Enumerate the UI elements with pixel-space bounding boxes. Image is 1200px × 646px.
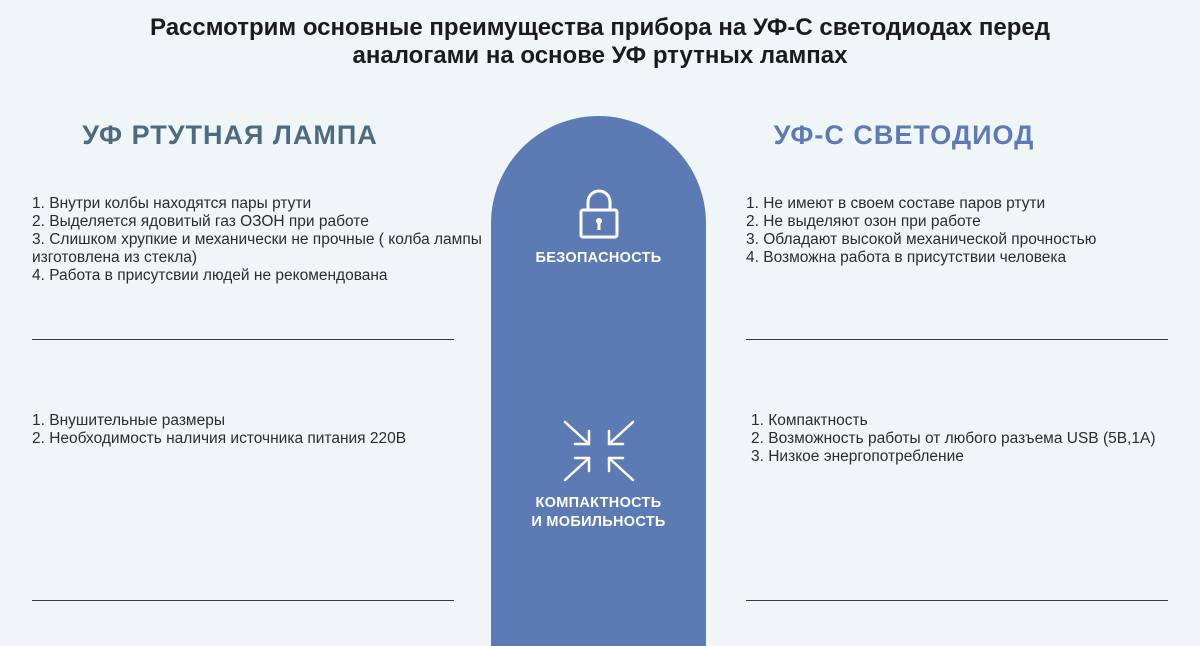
right-column-heading: УФ-С СВЕТОДИОД: [773, 120, 1035, 150]
list-item: 2. Возможность работы от любого разъема USB (5В,1А): [751, 430, 1156, 447]
list-item: 3. Обладают высокой механической прочностью: [746, 231, 1097, 248]
left-divider-bottom: [32, 600, 454, 601]
compact-label-line-1: КОМПАКТНОСТЬ: [535, 495, 662, 511]
left-divider-top: [32, 339, 454, 340]
right-safety-list: [746, 195, 1186, 267]
lock-icon: [578, 188, 620, 240]
left-safety-list: [32, 195, 492, 285]
list-item: 3. Слишком хрупкие и механически не прочные ( колба лампы изготовлена из стекла): [32, 231, 482, 266]
list-item: 1. Внушительные размеры: [32, 412, 225, 429]
list-item: 1. Компактность: [751, 412, 868, 429]
list-item: 4. Возможна работа в присутствии человека: [746, 249, 1067, 266]
compact-label: [491, 494, 706, 532]
list-item: 3. Низкое энергопотребление: [751, 448, 964, 465]
left-column-heading: УФ РТУТНАЯ ЛАМПА: [82, 120, 378, 150]
list-item: 1. Не имеют в своем составе паров ртути: [746, 195, 1046, 212]
list-item: 2. Не выделяют озон при работе: [746, 213, 981, 230]
page-title: [0, 14, 1200, 70]
compress-arrows-icon: [561, 418, 637, 484]
right-divider-top: [746, 339, 1168, 340]
right-compact-list: [751, 412, 1191, 466]
list-item: 4. Работа в присутсвии людей не рекомендована: [32, 267, 388, 284]
title-line-1: Рассмотрим основные преимущества прибора на УФ-С светодиодах перед: [150, 14, 1050, 41]
right-divider-bottom: [746, 600, 1168, 601]
list-item: 2. Выделяется ядовитый газ ОЗОН при работе: [32, 213, 369, 230]
list-item: 2. Необходимость наличия источника питания 220В: [32, 430, 407, 447]
safety-label: БЕЗОПАСНОСТЬ: [535, 250, 662, 266]
title-line-2: аналогами на основе УФ ртутных лампах: [352, 42, 848, 69]
left-compact-list: [32, 412, 492, 448]
list-item: 1. Внутри колбы находятся пары ртути: [32, 195, 312, 212]
compact-label-line-2: И МОБИЛЬНОСТЬ: [531, 514, 666, 530]
